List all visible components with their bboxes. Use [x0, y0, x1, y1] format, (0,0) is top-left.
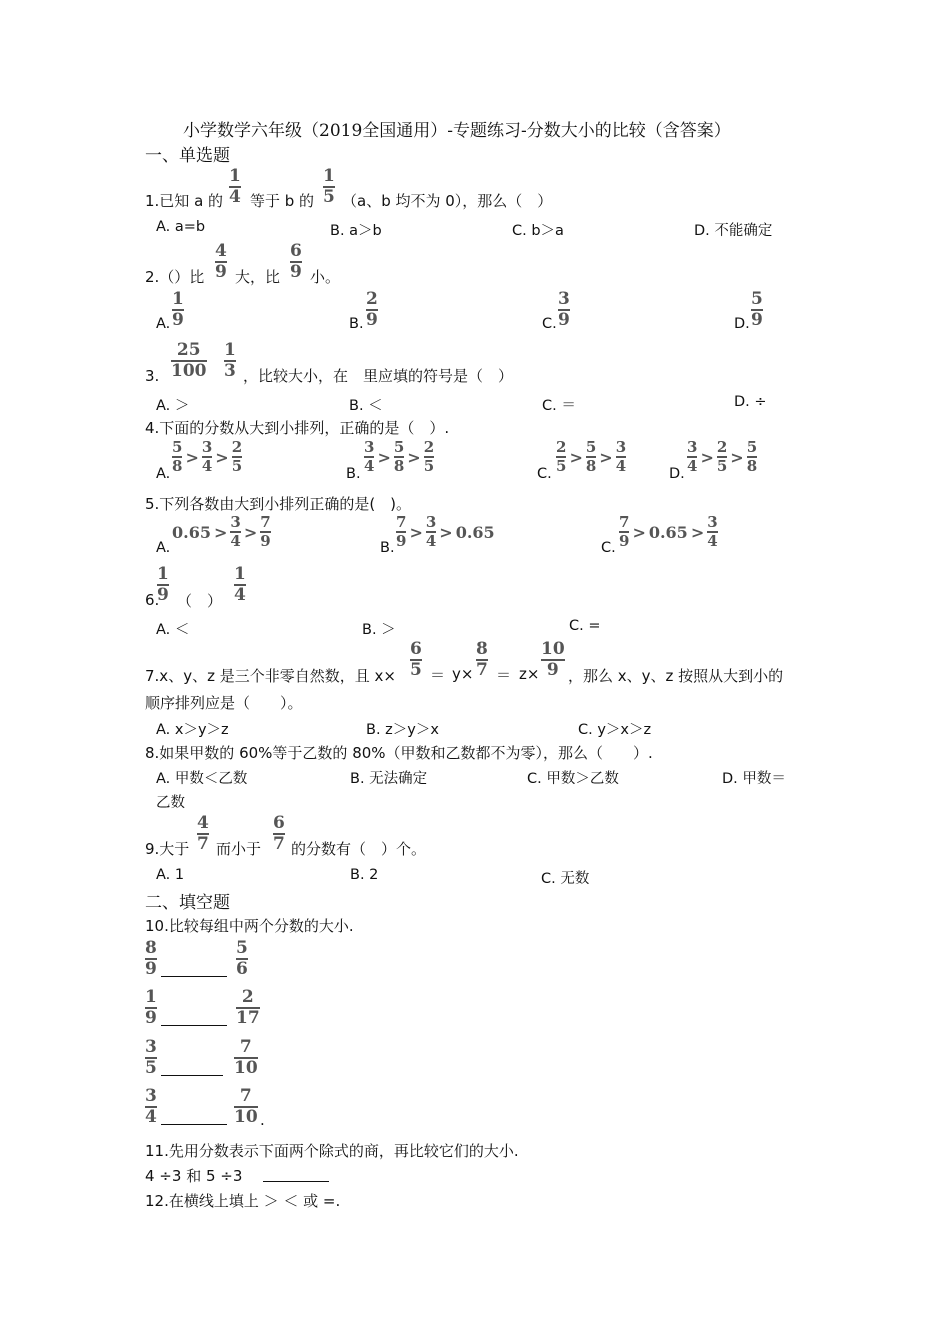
- q9-option-a[interactable]: A. 1: [156, 867, 185, 883]
- q10-row2-fraction-left: 1 9: [145, 987, 157, 1028]
- q11-expression: 4 ÷3 和 5 ÷3: [145, 1167, 243, 1185]
- q7-fraction-1: 6 5: [410, 639, 422, 680]
- q2-fraction-1: 4 9: [215, 241, 227, 282]
- page-title: 小学数学六年级（2019全国通用）-专题练习-分数大小的比较（含答案）: [183, 121, 731, 141]
- q9-option-b[interactable]: B. 2: [350, 867, 379, 883]
- q2-text-mid: 大，比: [235, 268, 281, 286]
- q8-option-b[interactable]: B. 无法确定: [350, 771, 428, 787]
- q11-blank[interactable]: [263, 1167, 329, 1186]
- q7-text-pre: 7.x、y、z 是三个非零自然数，且 x×: [145, 667, 396, 685]
- q3-text: ，比较大小，在 里应填的符号是（ ）: [243, 367, 514, 385]
- q2-text-post: 小。: [310, 268, 341, 286]
- q3-option-c[interactable]: C. ＝: [542, 398, 576, 414]
- fraction: $\frac{3}{4}$: [230, 513, 241, 550]
- q4-option-c-label[interactable]: C.: [537, 466, 552, 482]
- q7-text-post: ，那么 x、y、z 按照从大到小的: [568, 667, 784, 685]
- fraction: $\frac{2}{5}$: [231, 438, 243, 475]
- fraction: $\frac{3}{4}$: [364, 438, 375, 475]
- fraction: $\frac{3}{4}$: [425, 513, 437, 550]
- q2-option-b-label[interactable]: B.: [349, 316, 364, 332]
- q2-option-d-fraction[interactable]: 5 9: [751, 289, 763, 330]
- q9-text-mid: 而小于: [216, 840, 262, 858]
- q10-row3-blank[interactable]: [161, 1061, 223, 1080]
- fraction: $\frac{7}{9}$: [396, 513, 407, 550]
- q2-option-c-fraction[interactable]: 3 9: [558, 289, 570, 330]
- q3-fraction-2: 1 3: [224, 340, 236, 381]
- q2-option-d-label[interactable]: D.: [734, 316, 750, 332]
- q9-fraction-1: 4 7: [197, 813, 209, 854]
- q4-option-d-expression[interactable]: $\frac{3}{4}$ > $\frac{2}{5}$ > $\frac{5}{8}$: [687, 438, 758, 475]
- q6-blank[interactable]: （ ）: [177, 592, 223, 610]
- q6-option-a[interactable]: A. ＜: [156, 622, 190, 638]
- q4-option-b-label[interactable]: B.: [346, 466, 361, 482]
- q5-option-a-label[interactable]: A.: [156, 540, 171, 556]
- fraction: $\frac{5}{8}$: [746, 438, 758, 475]
- q10-text: 10.比较每组中两个分数的大小.: [145, 917, 354, 935]
- q7-equals-2: ＝: [496, 666, 512, 684]
- section-heading-fill-blank: 二、填空题: [145, 893, 230, 913]
- q11-text: 11.先用分数表示下面两个除式的商，再比较它们的大小.: [145, 1142, 519, 1160]
- q5-option-c-expression[interactable]: $\frac{7}{9}$ > 0.65 > $\frac{3}{4}$: [619, 513, 718, 550]
- q8-option-d-wrap[interactable]: 乙数: [156, 795, 185, 811]
- fraction: $\frac{2}{5}$: [716, 438, 728, 475]
- q5-option-c-label[interactable]: C.: [601, 540, 616, 556]
- q7-fraction-2: 8 7: [476, 639, 488, 680]
- fraction: $\frac{5}{8}$: [393, 438, 405, 475]
- q5-text: 5.下列各数由大到小排列正确的是( )。: [145, 495, 412, 513]
- q9-text-post: 的分数有（ ）个。: [291, 840, 427, 858]
- section-heading-single-choice: 一、单选题: [145, 146, 230, 166]
- q1-option-b[interactable]: B. a＞b: [330, 223, 382, 239]
- q7-option-a[interactable]: A. x＞y＞z: [156, 722, 229, 738]
- q10-row2-blank[interactable]: [161, 1011, 227, 1030]
- q3-option-b[interactable]: B. ＜: [349, 398, 383, 414]
- q10-row4-blank[interactable]: [161, 1110, 227, 1129]
- q6-option-b[interactable]: B. ＞: [362, 622, 396, 638]
- q9-fraction-2: 6 7: [273, 813, 285, 854]
- q8-option-c[interactable]: C. 甲数＞乙数: [527, 771, 619, 787]
- q9-option-c[interactable]: C. 无数: [541, 871, 590, 887]
- q7-z-mul: z×: [519, 665, 540, 683]
- q6-fraction-2: 1 4: [234, 564, 246, 605]
- fraction: $\frac{3}{4}$: [687, 438, 698, 475]
- q4-text: 4.下面的分数从大到小排列，正确的是（ ）.: [145, 419, 450, 437]
- q1-fraction-2: 1 5: [323, 166, 335, 207]
- q6-fraction-1: 1 9: [157, 564, 169, 605]
- q7-text-line2: 顺序排列应是（ ）。: [145, 694, 303, 712]
- fraction: $\frac{3}{4}$: [201, 438, 213, 475]
- q10-row3-fraction-left: 3 5: [145, 1037, 157, 1078]
- q1-fraction-1: 1 4: [229, 166, 241, 207]
- fraction: $\frac{5}{8}$: [585, 438, 597, 475]
- fraction: $\frac{7}{9}$: [619, 513, 630, 550]
- q3-fraction-1: 25 100: [171, 340, 207, 381]
- q8-option-a[interactable]: A. 甲数＜乙数: [156, 771, 248, 787]
- q7-option-b[interactable]: B. z＞y＞x: [366, 722, 439, 738]
- q6-number: 6.: [145, 591, 160, 609]
- q4-option-d-label[interactable]: D.: [669, 466, 685, 482]
- q1-option-a[interactable]: A. a=b: [156, 219, 206, 235]
- q2-option-a-label[interactable]: A.: [156, 316, 171, 332]
- q2-option-a-fraction[interactable]: 1 9: [172, 289, 184, 330]
- q3-option-a[interactable]: A. ＞: [156, 398, 190, 414]
- q10-row1-fraction-right: 5 6: [236, 938, 248, 979]
- q4-option-c-expression[interactable]: $\frac{2}{5}$ > $\frac{5}{8}$ > $\frac{3}{4}$: [556, 438, 627, 475]
- q4-option-b-expression[interactable]: $\frac{3}{4}$ > $\frac{5}{8}$ > $\frac{2}{5}$: [364, 438, 435, 475]
- q6-option-c[interactable]: C. =: [569, 618, 601, 634]
- q3-number: 3.: [145, 367, 160, 385]
- q7-y-mul: y×: [452, 665, 474, 683]
- q1-text-pre: 1.已知 a 的: [145, 192, 224, 210]
- fraction: $\frac{5}{8}$: [172, 438, 183, 475]
- q9-text-pre: 9.大于: [145, 840, 190, 858]
- q3-option-d[interactable]: D. ÷: [734, 394, 767, 410]
- q5-option-b-label[interactable]: B.: [380, 540, 395, 556]
- q10-row1-fraction-left: 8 9: [145, 938, 157, 979]
- fraction: $\frac{3}{4}$: [707, 513, 718, 550]
- q8-text: 8.如果甲数的 60%等于乙数的 80%（甲数和乙数都不为零），那么（ ）.: [145, 744, 653, 762]
- q4-option-a-expression[interactable]: $\frac{5}{8}$ > $\frac{3}{4}$ > $\frac{2}{5}$: [172, 438, 243, 475]
- q2-text-pre: 2.（）比: [145, 268, 205, 286]
- q1-text-mid: 等于 b 的: [250, 192, 315, 210]
- fraction: $\frac{7}{9}$: [260, 513, 271, 550]
- q5-option-b-expression[interactable]: $\frac{7}{9}$ > $\frac{3}{4}$ > 0.65: [396, 513, 495, 550]
- q7-fraction-3: 10 9: [541, 639, 565, 680]
- q10-row3-fraction-right: 7 10: [234, 1037, 258, 1078]
- fraction: $\frac{2}{5}$: [423, 438, 435, 475]
- q1-option-d[interactable]: D. 不能确定: [694, 223, 773, 239]
- q7-option-c[interactable]: C. y＞x＞z: [578, 722, 652, 738]
- q1-text-post: （a、b 均不为 0），那么（ ）: [342, 192, 553, 210]
- q5-option-a-expression[interactable]: 0.65 > $\frac{3}{4}$ > $\frac{7}{9}$: [172, 513, 271, 550]
- q12-text: 12.在横线上填上 ＞ ＜ 或 =.: [145, 1192, 341, 1210]
- q10-row4-fraction-left: 3 4: [145, 1086, 157, 1127]
- q10-row1-blank[interactable]: [161, 962, 227, 981]
- q2-fraction-2: 6 9: [290, 241, 302, 282]
- q1-option-c[interactable]: C. b＞a: [512, 223, 564, 239]
- q7-equals-1: ＝: [430, 666, 446, 684]
- q2-option-c-label[interactable]: C.: [542, 316, 557, 332]
- q4-option-a-label[interactable]: A.: [156, 466, 171, 482]
- q10-row2-fraction-right: 2 17: [236, 987, 260, 1028]
- fraction: $\frac{2}{5}$: [556, 438, 567, 475]
- fraction: $\frac{3}{4}$: [615, 438, 627, 475]
- q10-end-period: .: [260, 1111, 265, 1129]
- q10-row4-fraction-right: 7 10: [234, 1086, 258, 1127]
- q2-option-b-fraction[interactable]: 2 9: [366, 289, 378, 330]
- q8-option-d[interactable]: D. 甲数＝: [722, 771, 786, 787]
